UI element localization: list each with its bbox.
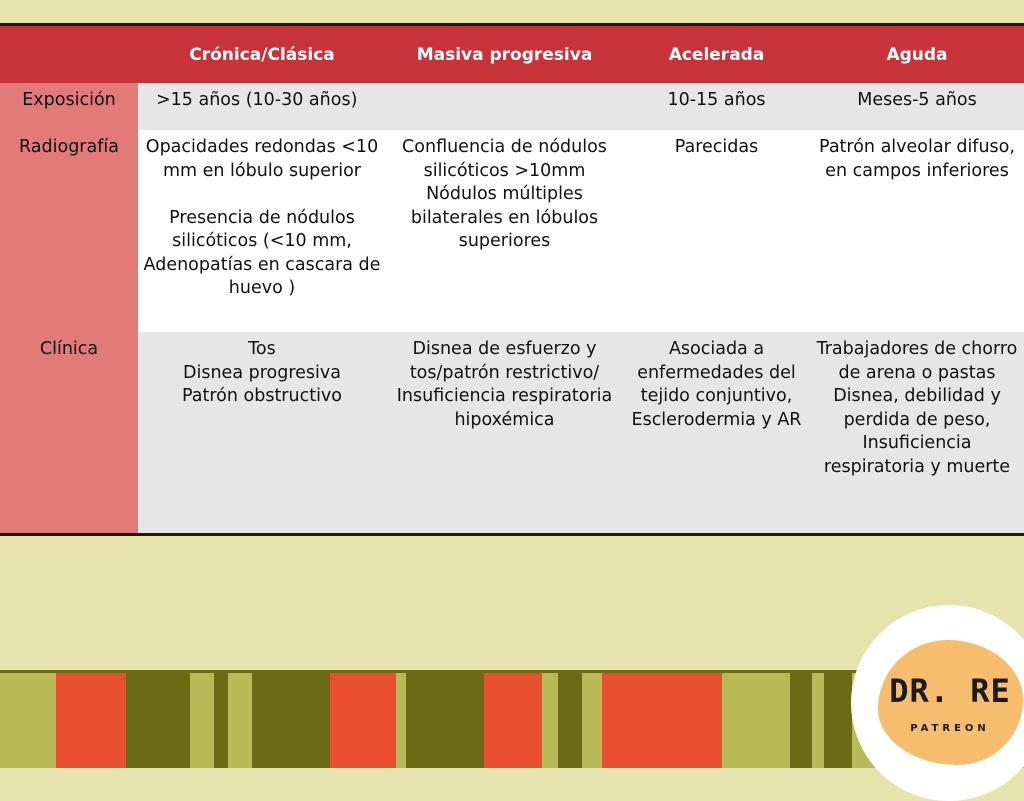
stripe <box>484 673 542 768</box>
table-row-radiografia <box>0 130 1024 332</box>
stripe <box>602 673 722 768</box>
stripe <box>228 673 252 768</box>
stripe <box>252 673 330 768</box>
stripe <box>190 673 214 768</box>
header-cronica-clasica: Crónica/Clásica <box>189 44 335 65</box>
stripe <box>0 673 56 768</box>
table-row-exposicion <box>0 83 1024 130</box>
row-label-clinica: Clínica <box>0 332 138 533</box>
table-header-row <box>0 26 1024 83</box>
stripe <box>56 673 126 768</box>
cell-radiografia-aguda: Patrón alveolar difuso, en campos inferiores <box>810 130 1024 332</box>
header-corner-cell <box>0 26 138 83</box>
stripe <box>824 673 852 768</box>
cell-radiografia-acelerada: Parecidas <box>623 130 810 332</box>
table-bottom-border <box>0 533 1024 536</box>
cell-exposicion-acelerada: 10-15 años <box>623 83 810 130</box>
cell-clinica-masiva: Disnea de esfuerzo y tos/patrón restrictivo/ Insuficiencia respiratoria hipoxémica <box>386 332 623 533</box>
logo-title: DR. RE <box>889 672 1011 710</box>
stripe <box>582 673 602 768</box>
stripe <box>126 673 190 768</box>
header-aguda: Aguda <box>886 44 948 65</box>
stripe <box>812 673 824 768</box>
stripe <box>330 673 396 768</box>
cell-exposicion-masiva <box>386 83 623 130</box>
stripe <box>396 673 406 768</box>
silicosis-comparison-table <box>0 23 1024 536</box>
stripe <box>790 673 812 768</box>
cell-exposicion-cronica: >15 años (10-30 años) <box>138 83 386 130</box>
cell-clinica-aguda: Trabajadores de chorro de arena o pastas Disnea, debilidad y perdida de peso, Insuficiencia respiratoria y muerte <box>810 332 1024 533</box>
stripe <box>558 673 582 768</box>
stripe <box>722 673 790 768</box>
row-label-exposicion: Exposición <box>0 83 138 130</box>
cell-radiografia-cronica: Opacidades redondas <10 mm en lóbulo superior Presencia de nódulos silicóticos (<10 mm, Adenopatías en cascara de huevo ) <box>138 130 386 332</box>
cell-clinica-cronica: Tos Disnea progresiva Patrón obstructivo <box>138 332 386 533</box>
stripe <box>542 673 558 768</box>
stripe <box>214 673 228 768</box>
stripe <box>406 673 484 768</box>
cell-radiografia-masiva: Confluencia de nódulos silicóticos >10mm Nódulos múltiples bilaterales en lóbulos superiores <box>386 130 623 332</box>
header-masiva-progresiva: Masiva progresiva <box>416 44 593 65</box>
header-acelerada: Acelerada <box>668 44 765 65</box>
logo-subtitle: PATREON <box>910 723 990 734</box>
row-label-radiografia: Radiografía <box>0 130 138 332</box>
cell-exposicion-aguda: Meses-5 años <box>810 83 1024 130</box>
cell-clinica-acelerada: Asociada a enfermedades del tejido conjuntivo, Esclerodermia y AR <box>623 332 810 533</box>
table-row-clinica <box>0 332 1024 533</box>
